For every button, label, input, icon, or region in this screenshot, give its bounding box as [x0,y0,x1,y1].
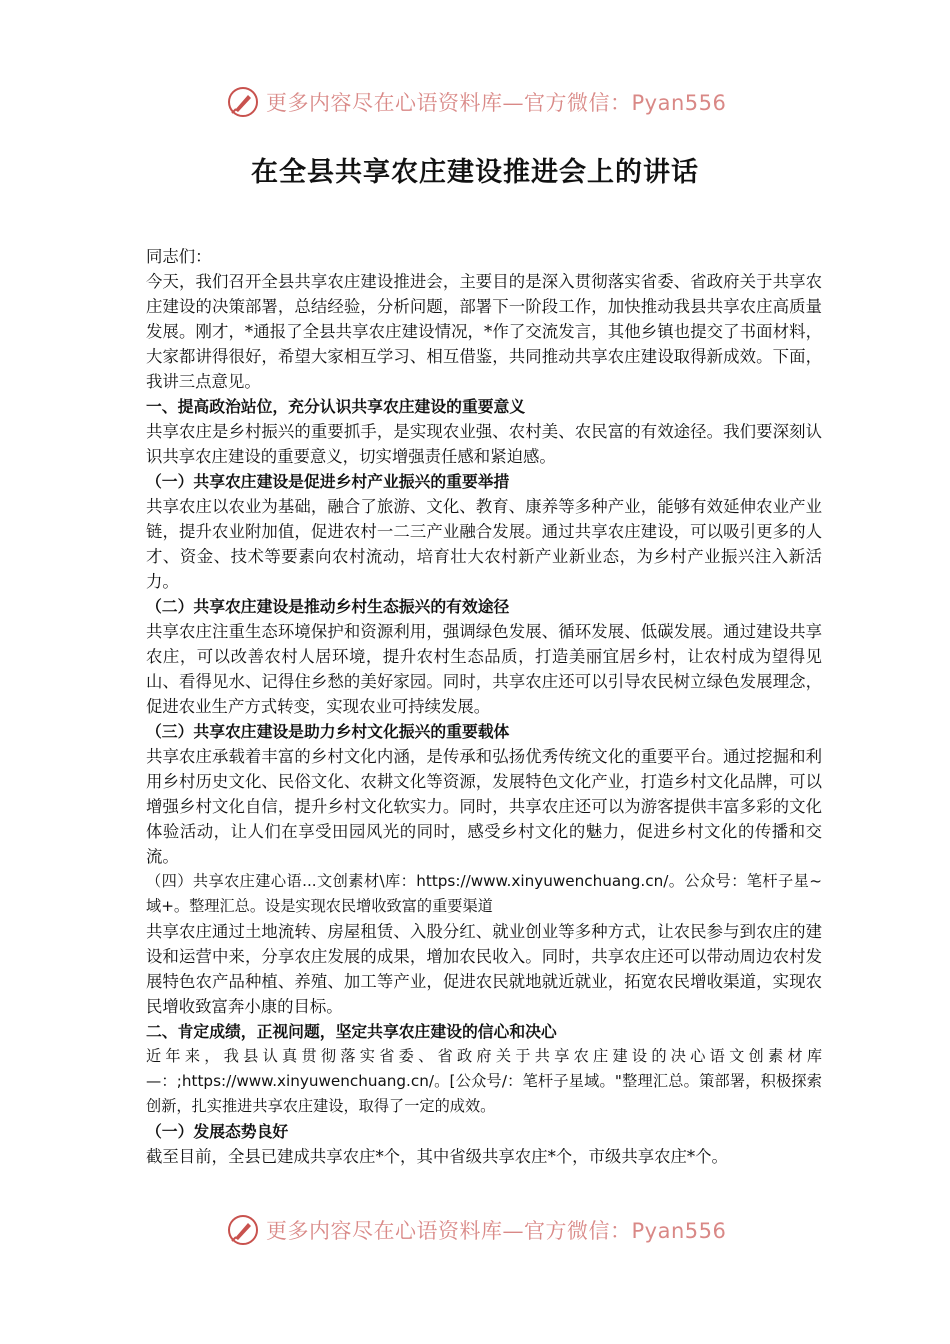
body-paragraph: 截至目前，全县已建成共享农庄*个，其中省级共享农庄*个，市级共享农庄*个。 [146,1147,728,1166]
subsection-heading: （二）共享农庄建设是推动乡村生态振兴的有效途径 [146,597,510,616]
body-paragraph: 共享农庄以农业为基础，融合了旅游、文化、教育、康养等多种产业，能够有效延伸农业产业链，提升农业附加值，促进农村一二三产业融合发展。通过共享农庄建设，可以吸引更多的人才、资金、技术等要素向农村流动，培育壮大农村新产业新业态，为乡村产业振兴注入新活力。 [146,497,822,591]
body-paragraph: 共享农庄注重生态环境保护和资源利用，强调绿色发展、循环发展、低碳发展。通过建设共享农庄，可以改善农村人居环境，提升农村生态品质，打造美丽宜居乡村，让农村成为望得见山、看得见水、记得住乡愁的美好家园。同时，共享农庄还可以引导农民树立绿色发展理念，促进农业生产方式转变，实现农业可持续发展。 [146,622,822,716]
subsection-heading: （三）共享农庄建设是助力乡村文化振兴的重要载体 [146,722,510,741]
pen-logo-icon [226,1213,260,1247]
section-heading: 二、肯定成绩，正视问题，坚定共享农庄建设的信心和决心 [146,1022,557,1041]
body-paragraph: 共享农庄是乡村振兴的重要抓手，是实现农业强、农村美、农民富的有效途径。我们要深刻认识共享农庄建设的重要意义，切实增强责任感和紧迫感。 [146,422,822,466]
subsection-heading-watermarked: （四）共享农庄建心语...文创素材\库：https://www.xinyuwenchuang.cn/。公众号：笔杆子星~域+。整理汇总。设是实现农民增收致富的重要渠道 [146,872,822,915]
watermark-text: 更多内容尽在心语资料库—官方微信：Pyan556 [266,1219,727,1243]
intro-paragraph: 今天，我们召开全县共享农庄建设推进会，主要目的是深入贯彻落实省委、省政府关于共享农庄建设的决策部署，总结经验，分析问题，部署下一阶段工作，加快推动我县共享农庄高质量发展。刚才，*通报了全县共享农庄建设情况，*作了交流发言，其他乡镇也提交了书面材料，大家都讲得很好，希望大家相互学习、相互借鉴，共同推动共享农庄建设取得新成效。下面，我讲三点意见。 [146,272,822,391]
subsection-heading: （一）发展态势良好 [146,1122,289,1141]
greeting: 同志们： [146,247,212,266]
subsection-heading: （一）共享农庄建设是促进乡村产业振兴的重要举措 [146,472,510,491]
document-body [146,244,822,1169]
watermark-banner-top [226,82,726,122]
pen-logo-icon [226,85,260,119]
watermark-text: 更多内容尽在心语资料库—官方微信：Pyan556 [266,91,727,115]
body-paragraph-watermarked: 近年来，我县认真贯彻落实省委、省政府关于共享农庄建设的决心语文创素材库—：;https://www.xinyuwenchuang.cn/。[公众号/：笔杆子星域。"整理汇总。策部署，积极探索创新，扎实推进共享农庄建设，取得了一定的成效。 [146,1047,822,1115]
body-paragraph: 共享农庄通过土地流转、房屋租赁、入股分红、就业创业等多种方式，让农民参与到农庄的建设和运营中来，分享农庄发展的成果，增加农民收入。同时，共享农庄还可以带动周边农村发展特色农产品种植、养殖、加工等产业，促进农民就地就近就业，拓宽农民增收渠道，实现农民增收致富奔小康的目标。 [146,922,822,1016]
body-paragraph: 共享农庄承载着丰富的乡村文化内涵，是传承和弘扬优秀传统文化的重要平台。通过挖掘和利用乡村历史文化、民俗文化、农耕文化等资源，发展特色文化产业，打造乡村文化品牌，可以增强乡村文化自信，提升乡村文化软实力。同时，共享农庄还可以为游客提供丰富多彩的文化体验活动，让人们在享受田园风光的同时，感受乡村文化的魅力，促进乡村文化的传播和交流。 [146,747,822,866]
document-title: 在全县共享农庄建设推进会上的讲话 [251,157,699,188]
section-heading: 一、提高政治站位，充分认识共享农庄建设的重要意义 [146,397,526,416]
watermark-banner-bottom [226,1210,726,1250]
